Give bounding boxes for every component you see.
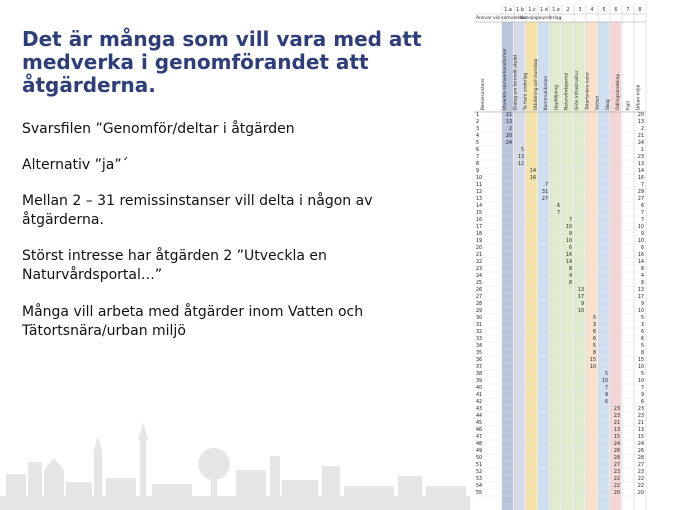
sheet-row-number: 10 — [476, 176, 483, 181]
sheet-cell-value: 6 — [568, 246, 572, 251]
sheet-cell-value: 23 — [613, 470, 620, 475]
sheet-column-header: Uppföljning — [554, 84, 560, 110]
sheet-cell-value: 8 — [640, 267, 644, 272]
sheet-cell-value: 27 — [613, 463, 620, 468]
sheet-cell-value: 31 — [541, 190, 548, 195]
sheet-cell-value: 6 — [556, 204, 560, 209]
sheet-row-number: 18 — [476, 232, 483, 237]
sheet-cell-value: 10 — [637, 239, 644, 244]
sheet-row-number: 35 — [476, 351, 483, 356]
sheet-cell-value: 5 — [640, 316, 644, 321]
sheet-cell-value: 15 — [589, 358, 596, 363]
sheet-cell-value: 23 — [637, 407, 644, 412]
sheet-column-code: 1.e — [552, 7, 560, 13]
sheet-cell-value: 5 — [520, 148, 524, 153]
sheet-row-number: 50 — [476, 456, 483, 461]
sheet-cell-value: 16 — [637, 253, 644, 258]
sheet-row-number: 13 — [476, 197, 483, 202]
sheet-row-number: 16 — [476, 218, 483, 223]
sheet-cell-value: 3 — [592, 323, 596, 328]
sheet-cell-value: 27 — [541, 197, 548, 202]
sheet-row-number: 47 — [476, 435, 483, 440]
city-skyline-illustration — [0, 400, 470, 510]
paragraph-water-urban: Många vill arbeta med åtgärder inom Vatten och Tätortsnära/urban miljö — [22, 304, 364, 339]
sheet-cell-value: 13 — [637, 428, 644, 433]
sheet-cell-value: 22 — [613, 484, 620, 489]
sheet-column-header: Vatten — [595, 95, 601, 110]
sheet-row-number: 21 — [476, 253, 483, 258]
sheet-column-code: 1.a — [504, 7, 512, 13]
sheet-column-header: Grön infrastruktur — [575, 70, 580, 110]
sheet-cell-value: 5 — [592, 316, 596, 321]
sheet-cell-value: 6 — [640, 337, 644, 342]
sheet-cell-value: 10 — [637, 309, 644, 314]
paragraph-participation-range: Mellan 2 – 31 remissinstanser vill delta i någon av åtgärderna. — [22, 193, 373, 228]
sheet-cell-value: 9 — [640, 302, 644, 307]
sheet-cell-value: 21 — [637, 421, 644, 426]
sheet-cell-value: 9 — [640, 232, 644, 237]
sheet-cell-value: 13 — [517, 155, 524, 160]
sheet-row-number: 26 — [476, 288, 483, 293]
sheet-cell-value: 10 — [589, 365, 596, 370]
sheet-row-number: 23 — [476, 267, 483, 272]
sheet-row-number: 34 — [476, 344, 483, 349]
sheet-cell-value: 23 — [613, 407, 620, 412]
sheet-row-number: 28 — [476, 302, 483, 307]
sheet-cell-value: 13 — [637, 120, 644, 125]
sheet-cell-value: 7 — [640, 218, 644, 223]
sheet-cell-value: 26 — [637, 449, 644, 454]
sheet-cell-value: 29 — [637, 190, 644, 195]
sheet-column-header: Ta fram underlag — [523, 72, 529, 110]
sheet-cell-value: 27 — [637, 463, 644, 468]
sheet-cell-value: 6 — [592, 337, 596, 342]
sheet-row-number: 37 — [476, 365, 483, 370]
sheet-cell-value: 7 — [640, 183, 644, 188]
sheet-cell-value: 5 — [592, 344, 596, 349]
sheet-cell-value: 6 — [592, 330, 596, 335]
sheet-row-number: 12 — [476, 190, 483, 195]
sheet-row-number: 24 — [476, 274, 483, 279]
sheet-cell-value: 8 — [640, 281, 644, 286]
sheet-row-number: 6 — [476, 148, 480, 153]
sheet-column-band — [598, 22, 609, 510]
sheet-column-header: Urban miljö — [636, 84, 642, 110]
sheet-column-header: Odlingslandskap — [616, 73, 622, 110]
sheet-column-code: 7 — [626, 7, 630, 13]
sheet-cell-value: 8 — [568, 267, 572, 272]
sheet-cell-value: 24 — [637, 141, 644, 146]
sheet-cell-value: 20 — [637, 113, 644, 118]
sheet-cell-value: 5 — [640, 372, 644, 377]
sheet-cell-value: 2 — [640, 127, 644, 132]
sheet-cell-value: 9 — [580, 302, 584, 307]
sheet-cell-value: 3 — [640, 323, 644, 328]
sheet-row-number: 27 — [476, 295, 483, 300]
sheet-column-header: Remissinstans — [481, 78, 486, 110]
sheet-column-header: Kommunikation — [544, 75, 550, 110]
sheet-row-number: 42 — [476, 400, 483, 405]
sheet-row-number: 7 — [476, 155, 480, 160]
sheet-cell-value: 24 — [505, 141, 512, 146]
sheet-row-number: 22 — [476, 260, 483, 265]
sheet-cell-value: 9 — [640, 393, 644, 398]
sheet-cell-value: 15 — [637, 435, 644, 440]
sheet-row-number: 25 — [476, 281, 483, 286]
sheet-cell-value: 20 — [637, 491, 644, 496]
sheet-header-group: Ansvar vid samverkan — [476, 16, 527, 21]
sheet-row-number: 48 — [476, 442, 483, 447]
sheet-row-number: 44 — [476, 414, 483, 419]
sheet-cell-value: 8 — [568, 281, 572, 286]
sheet-row-number: 52 — [476, 470, 483, 475]
sheet-cell-value: 10 — [637, 379, 644, 384]
sheet-cell-value: 10 — [601, 379, 608, 384]
sheet-row-number: 36 — [476, 358, 483, 363]
sheet-row-number: 17 — [476, 225, 483, 230]
sheet-cell-value: 7 — [556, 211, 560, 216]
sheet-cell-value: 7 — [640, 211, 644, 216]
sheet-cell-value: 16 — [529, 176, 536, 181]
sheet-cell-value: 15 — [637, 358, 644, 363]
sheet-cell-value: 5 — [640, 344, 644, 349]
sheet-column-header: Fjäll — [626, 101, 632, 110]
sheet-cell-value: 9 — [568, 232, 572, 237]
sheet-cell-value: 21 — [505, 113, 512, 118]
sheet-cell-value: 21 — [637, 134, 644, 139]
sheet-cell-value: 22 — [637, 484, 644, 489]
sheet-cell-value: 6 — [640, 246, 644, 251]
sheet-cell-value: 6 — [640, 400, 644, 405]
sheet-cell-value: 2 — [508, 127, 512, 132]
sheet-row-number: 46 — [476, 428, 483, 433]
sheet-cell-value: 10 — [577, 309, 584, 314]
sheet-cell-value: 15 — [613, 435, 620, 440]
sheet-row-number: 54 — [476, 484, 483, 489]
sheet-cell-value: 26 — [613, 449, 620, 454]
sheet-row-number: 40 — [476, 386, 483, 391]
sheet-row-number: 53 — [476, 477, 483, 482]
sheet-cell-value: 10 — [637, 225, 644, 230]
sheet-cell-value: 10 — [565, 239, 572, 244]
sheet-cell-value: 28 — [637, 456, 644, 461]
sheet-cell-value: 22 — [613, 477, 620, 482]
sheet-cell-value: 22 — [637, 477, 644, 482]
sheet-column-code: 1.b — [516, 7, 524, 13]
sheet-cell-value: 12 — [517, 162, 524, 167]
sheet-cell-value: 13 — [613, 428, 620, 433]
sheet-cell-value: 14 — [637, 169, 644, 174]
sheet-cell-value: 14 — [565, 260, 572, 265]
sheet-cell-value: 13 — [637, 162, 644, 167]
sheet-cell-value: 4 — [640, 274, 644, 279]
sheet-column-code: 4 — [590, 7, 594, 13]
sheet-column-code: 5 — [602, 7, 606, 13]
sheet-cell-value: 4 — [568, 274, 572, 279]
sheet-row-number: 55 — [476, 491, 483, 496]
sheet-cell-value: 13 — [577, 288, 584, 293]
sheet-column-header: Skog — [605, 99, 611, 110]
sheet-cell-value: 5 — [604, 372, 608, 377]
sheet-cell-value: 13 — [637, 288, 644, 293]
sheet-cell-value: 9 — [604, 393, 608, 398]
sheet-cell-value: 27 — [637, 197, 644, 202]
sheet-row-number: 33 — [476, 337, 483, 342]
sheet-cell-value: 23 — [637, 155, 644, 160]
sheet-row-number: 45 — [476, 421, 483, 426]
sheet-cell-value: 6 — [640, 204, 644, 209]
sheet-column-header: Utbildning och kunskap — [533, 58, 539, 110]
sheet-cell-value: 23 — [637, 414, 644, 419]
sheet-row-number: 9 — [476, 169, 480, 174]
sheet-cell-value: 23 — [613, 414, 620, 419]
sheet-header-group: Kunskapsunderlag — [520, 16, 562, 21]
sheet-column-header: Tätortsnära natur — [585, 71, 591, 110]
sheet-row-number: 30 — [476, 316, 483, 321]
slide-title: Det är många som vill vara med att medverka i genomförandet att åtgärderna. — [22, 27, 422, 97]
sheet-column-code: 8 — [638, 7, 642, 13]
sheet-cell-value: 17 — [637, 295, 644, 300]
sheet-cell-value: 13 — [505, 120, 512, 125]
sheet-cell-value: 7 — [568, 218, 572, 223]
sheet-cell-value: 16 — [565, 253, 572, 258]
sheet-column-header: Naturvårdsportal — [564, 72, 570, 110]
paragraph-alternative: Alternativ ”ja”´ — [22, 157, 129, 173]
sheet-row-number: 8 — [476, 162, 480, 167]
sheet-cell-value: 7 — [604, 386, 608, 391]
sheet-cell-value: 7 — [544, 183, 548, 188]
sheet-column-code: 3 — [578, 7, 582, 13]
sheet-row-number: 51 — [476, 463, 483, 468]
sheet-row-number: 41 — [476, 393, 483, 398]
sheet-cell-value: 10 — [565, 225, 572, 230]
sheet-row-number: 3 — [476, 127, 480, 132]
sheet-column-code: 1.c — [528, 7, 536, 13]
paragraph-top-interest: Störst intresse har åtgärden 2 ”Utveckla en Naturvårdsportal…” — [22, 248, 327, 283]
sheet-row-number: 4 — [476, 134, 480, 139]
sheet-cell-value: 10 — [637, 365, 644, 370]
sheet-row-number: 2 — [476, 120, 480, 125]
sheet-row-number: 19 — [476, 239, 483, 244]
sheet-cell-value: 24 — [637, 442, 644, 447]
sheet-row-number: 15 — [476, 211, 483, 216]
sheet-row-number: 5 — [476, 141, 480, 146]
sheet-cell-value: 8 — [640, 351, 644, 356]
sheet-column-code: 2 — [566, 7, 570, 13]
sheet-row-number: 49 — [476, 449, 483, 454]
sheet-row-number: 11 — [476, 183, 483, 188]
sheet-column-code: 6 — [614, 7, 618, 13]
sheet-cell-value: 23 — [637, 470, 644, 475]
sheet-column-header: Utveckla samverkansformer — [503, 48, 508, 110]
sheet-cell-value: 17 — [577, 295, 584, 300]
sheet-cell-value: 20 — [505, 134, 512, 139]
sheet-cell-value: 7 — [640, 386, 644, 391]
sheet-row-number: 20 — [476, 246, 483, 251]
sheet-row-number: 31 — [476, 323, 483, 328]
sheet-cell-value: 14 — [529, 169, 536, 174]
sheet-row-number: 38 — [476, 372, 483, 377]
sheet-cell-value: 20 — [613, 491, 620, 496]
sheet-cell-value: 14 — [637, 260, 644, 265]
sheet-row-number: 39 — [476, 379, 483, 384]
sheet-cell-value: 6 — [640, 330, 644, 335]
sheet-row-number: 14 — [476, 204, 483, 209]
sheet-cell-value: 6 — [604, 400, 608, 405]
sheet-row-number: 1 — [476, 113, 480, 118]
sheet-row-number: 32 — [476, 330, 483, 335]
sheet-column-header: Dialog om formellt skydd — [513, 54, 519, 110]
sheet-cell-value: 16 — [637, 176, 644, 181]
sheet-row-number: 43 — [476, 407, 483, 412]
sheet-cell-value: 1 — [640, 148, 644, 153]
sheet-cell-value: 8 — [592, 351, 596, 356]
sheet-cell-value: 24 — [613, 442, 620, 447]
sheet-row-number: 29 — [476, 309, 483, 314]
paragraph-response-file: Svarsfilen ”Genomför/deltar i åtgärden — [22, 121, 295, 137]
sheet-column-code: 1.d — [540, 7, 548, 13]
sheet-cell-value: 28 — [613, 456, 620, 461]
sheet-cell-value: 21 — [613, 421, 620, 426]
spreadsheet-preview — [470, 0, 680, 510]
